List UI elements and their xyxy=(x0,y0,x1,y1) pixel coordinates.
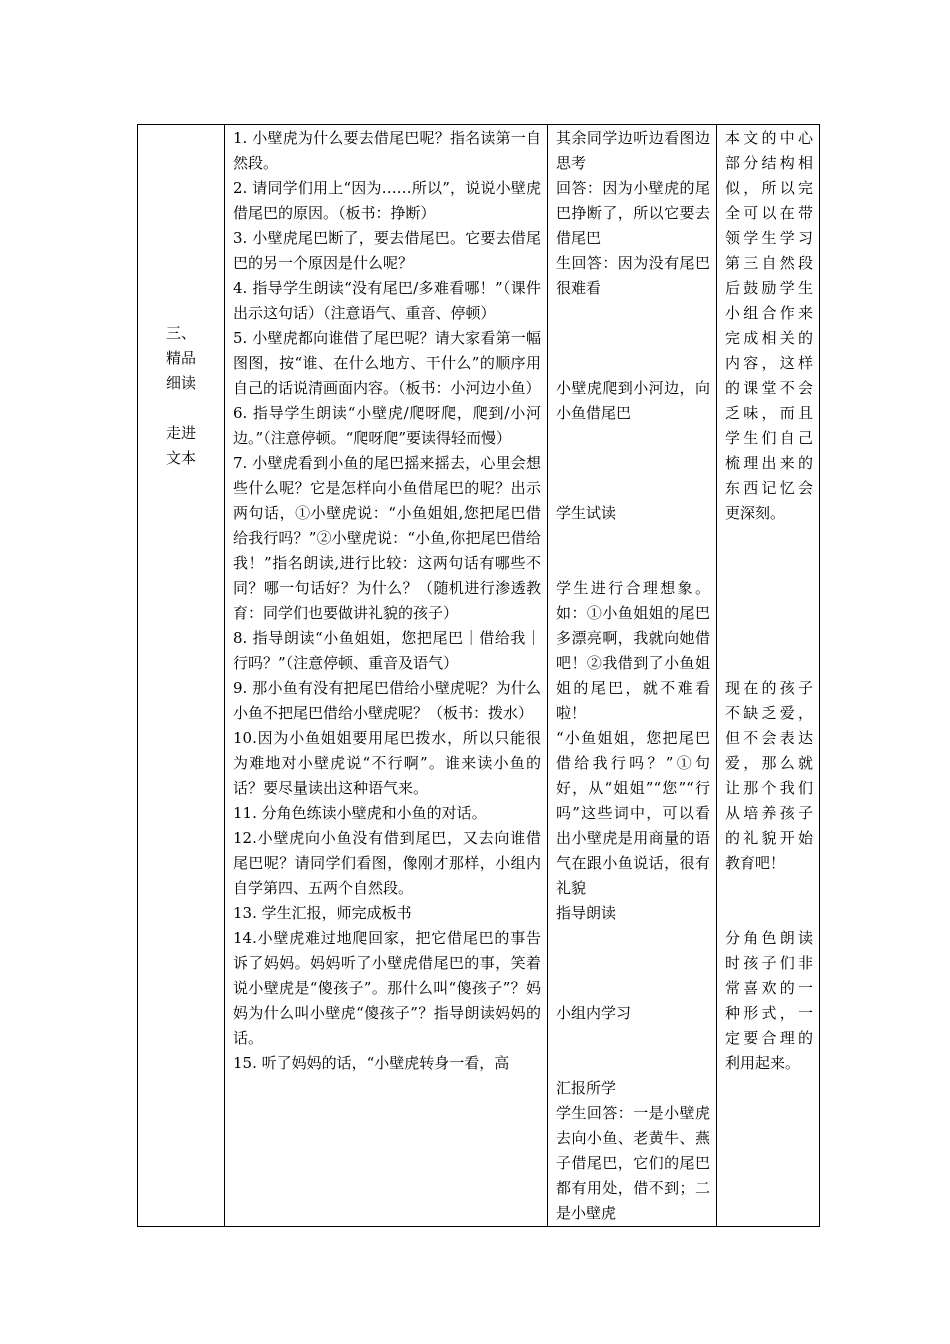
design-notes-cell xyxy=(717,125,820,1227)
teacher-step: 5. 小壁虎都向谁借了尾巴呢？请大家看第一幅图图，按“谁、在什么地方、干什么”的顺序用自己的话说清画面内容。（板书：小河边小鱼） xyxy=(233,329,541,397)
design-note: 分角色朗读时孩子们非常喜欢的一种形式，一定要合理的利用起来。 xyxy=(725,929,813,1072)
student-activity: 学生试读 xyxy=(556,504,617,522)
teacher-step: 7. 小壁虎看到小鱼的尾巴摇来摇去，心里会想些什么呢？它是怎样向小鱼借尾巴的呢？出示两句话，①小壁虎说：“小鱼姐姐,您把尾巴借给我行吗？”②小壁虎说：“小鱼,你把尾巴借给我！”指名朗读,进行比较：这两句话有哪些不同？哪一句话好？为什么？（随机进行渗透教育：同学们也要做讲礼貌的孩子） xyxy=(233,454,541,622)
student-activities xyxy=(548,125,716,1226)
student-activity: 回答：因为小壁虎的尾巴挣断了，所以它要去借尾巴 xyxy=(556,179,710,247)
section-label xyxy=(138,125,224,471)
teacher-step: 8. 指导朗读“小鱼姐姐，您把尾巴｜借给我｜行吗？”（注意停顿、重音及语气） xyxy=(233,629,541,672)
teacher-step: 1. 小壁虎为什么要去借尾巴呢？指名读第一自然段。 xyxy=(233,129,541,172)
teacher-step: 12.小壁虎向小鱼没有借到尾巴，又去向谁借尾巴呢？请同学们看图，像刚才那样，小组内自学第四、五两个自然段。 xyxy=(233,829,541,897)
section-number: 三、 xyxy=(165,324,196,342)
student-activity: 生回答：因为没有尾巴很难看 xyxy=(556,254,710,297)
teacher-activity-cell xyxy=(225,125,548,1227)
table-row xyxy=(138,125,820,1227)
section-subtitle-1: 走进 xyxy=(165,424,196,442)
student-activity: 学生进行合理想象。如：①小鱼姐姐的尾巴多漂亮啊，我就向她借吧！②我借到了小鱼姐姐的尾巴，就不难看啦！ xyxy=(556,579,710,722)
section-cell xyxy=(138,125,225,1227)
teacher-steps xyxy=(225,125,547,1076)
section-title-2: 细读 xyxy=(165,374,196,392)
teacher-step: 15. 听了妈妈的话，“小壁虎转身一看，高 xyxy=(233,1054,510,1072)
section-title-1: 精品 xyxy=(165,349,196,367)
student-activity: 小壁虎爬到小河边，向小鱼借尾巴 xyxy=(556,379,710,422)
teacher-step: 9. 那小鱼有没有把尾巴借给小壁虎呢？为什么小鱼不把尾巴借给小壁虎呢？（板书：拨水） xyxy=(233,679,541,722)
design-notes xyxy=(717,125,819,1076)
student-activity: “小鱼姐姐，您把尾巴借给我行吗？”①句好，从“姐姐”“您”“行吗”这些词中，可以看出小壁虎是用商量的语气在跟小鱼说话，很有礼貌 xyxy=(556,729,710,897)
teacher-step: 11. 分角色练读小壁虎和小鱼的对话。 xyxy=(233,804,487,822)
lesson-plan-table xyxy=(137,124,820,1227)
student-activity: 学生回答：一是小壁虎去向小鱼、老黄牛、燕子借尾巴，它们的尾巴都有用处，借不到；二是小壁虎 xyxy=(556,1104,710,1222)
teacher-step: 4. 指导学生朗读“没有尾巴/多难看哪！”（课件出示这句话）（注意语气、重音、停顿） xyxy=(233,279,541,322)
student-activity: 其余同学边听边看图边思考 xyxy=(556,129,710,172)
section-subtitle-2: 文本 xyxy=(165,449,196,467)
teacher-step: 2. 请同学们用上“因为……所以”，说说小壁虎借尾巴的原因。（板书：挣断） xyxy=(233,179,541,222)
teacher-step: 14.小壁虎难过地爬回家，把它借尾巴的事告诉了妈妈。妈妈听了小壁虎借尾巴的事，笑着说小壁虎是“傻孩子”。那什么叫“傻孩子”？妈妈为什么叫小壁虎“傻孩子”？指导朗读妈妈的话。 xyxy=(233,929,541,1047)
student-activity: 小组内学习 xyxy=(556,1004,632,1022)
teacher-step: 13. 学生汇报，师完成板书 xyxy=(233,904,412,922)
student-activity: 汇报所学 xyxy=(556,1079,617,1097)
teacher-step: 6. 指导学生朗读“小壁虎/爬呀爬，爬到/小河边。”（注意停顿。“爬呀爬”要读得轻而慢） xyxy=(233,404,541,447)
teacher-step: 3. 小壁虎尾巴断了，要去借尾巴。它要去借尾巴的另一个原因是什么呢？ xyxy=(233,229,541,272)
teacher-step: 10.因为小鱼姐姐要用尾巴拨水，所以只能很为难地对小壁虎说“不行啊”。谁来读小鱼的话？要尽量读出这种语气来。 xyxy=(233,729,541,797)
student-activity-cell xyxy=(548,125,717,1227)
student-activity: 指导朗读 xyxy=(556,904,617,922)
design-note: 现在的孩子不缺乏爱，但不会表达爱，那么就让那个我们从培养孩子的礼貌开始教育吧！ xyxy=(725,679,813,872)
design-note: 本文的中心部分结构相似，所以完全可以在带领学生学习第三自然段后鼓励学生小组合作来完成相关的内容，这样的课堂不会乏味，而且学生们自己梳理出来的东西记忆会更深刻。 xyxy=(725,129,813,522)
